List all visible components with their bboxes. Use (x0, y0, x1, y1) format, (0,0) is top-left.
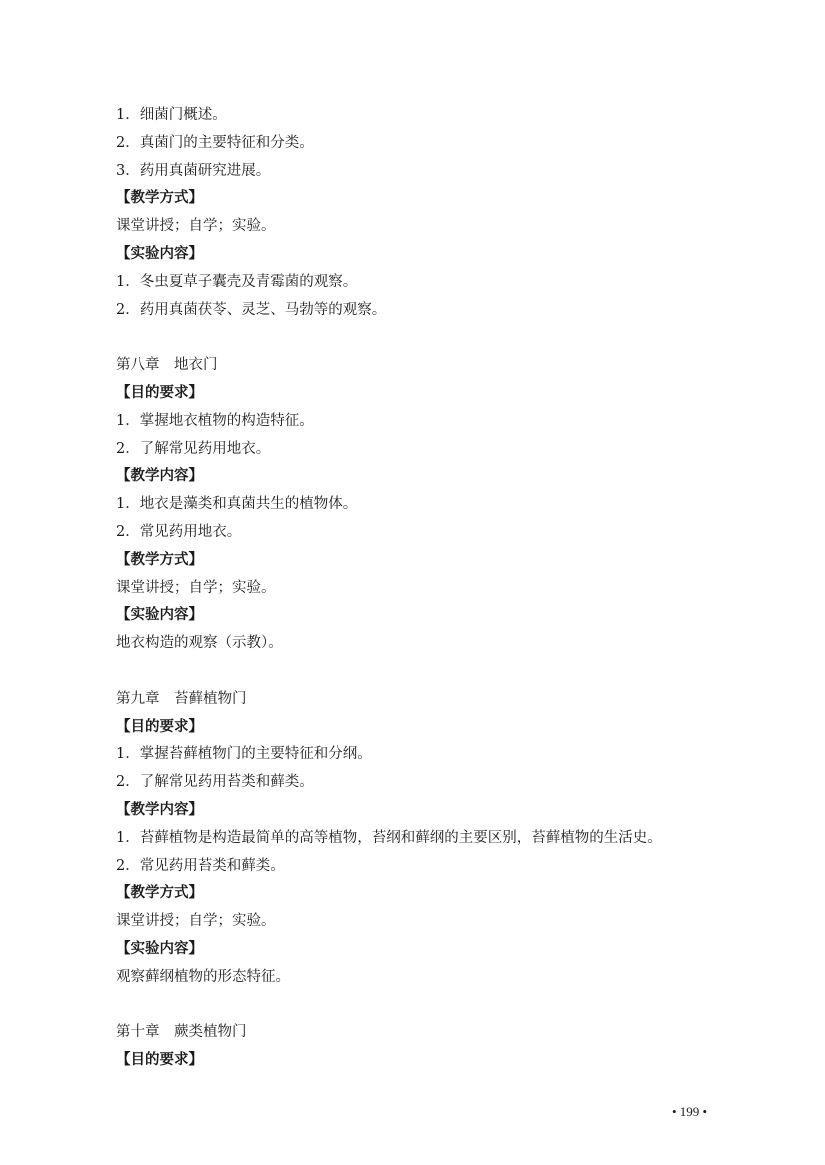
body-line: 1．细菌门概述。 (116, 107, 227, 123)
section-heading: 【教学方式】 (116, 885, 203, 902)
section-heading: 【目的要求】 (116, 1052, 203, 1069)
section-spacer (116, 324, 756, 352)
body-line: 1．冬虫夏草子囊壳及青霉菌的观察。 (116, 273, 358, 290)
body-line: 课堂讲授；自学；实验。 (116, 913, 276, 930)
section-heading: 【实验内容】 (116, 245, 203, 262)
body-line: 2．常见药用地衣。 (116, 523, 242, 540)
section-heading: 【教学内容】 (116, 801, 203, 818)
body-line: 3．药用真菌研究进展。 (116, 162, 271, 179)
section-heading: 【目的要求】 (116, 384, 203, 401)
body-line: 2．了解常见药用苔类和藓类。 (116, 774, 314, 791)
body-line: 1．地衣是藻类和真菌共生的植物体。 (116, 496, 358, 513)
body-line: 2．药用真菌茯苓、灵芝、马勃等的观察。 (116, 301, 387, 318)
body-line: 1．苔藓植物是构造最简单的高等植物，苔纲和藓纲的主要区别，苔藓植物的生活史。 (116, 829, 662, 846)
body-line: 观察藓纲植物的形态特征。 (116, 968, 290, 985)
section-heading: 【目的要求】 (116, 718, 203, 735)
body-line: 课堂讲授；自学；实验。 (116, 218, 276, 235)
section-heading: 【实验内容】 (116, 607, 203, 624)
section-heading: 【教学方式】 (116, 551, 203, 568)
chapter-title: 第九章 苔藓植物门 (116, 690, 247, 707)
body-line: 2．真菌门的主要特征和分类。 (116, 134, 314, 151)
body-line: 2．常见药用苔类和藓类。 (116, 857, 285, 874)
page-number: • 199 • (672, 1104, 708, 1119)
body-line: 课堂讲授；自学；实验。 (116, 579, 276, 596)
body-line: 1．掌握苔藓植物门的主要特征和分纲。 (116, 746, 372, 763)
section-heading: 【教学方式】 (116, 190, 203, 207)
body-line: 1．掌握地衣植物的构造特征。 (116, 412, 314, 429)
chapter-title: 第十章 蕨类植物门 (116, 1024, 247, 1041)
section-heading: 【教学内容】 (116, 468, 203, 485)
body-line: 地衣构造的观察（示教）。 (116, 635, 283, 652)
document-body (116, 102, 756, 1075)
section-spacer (116, 658, 756, 686)
section-heading: 【实验内容】 (116, 940, 203, 957)
body-line: 2．了解常见药用地衣。 (116, 440, 271, 457)
chapter-title: 第八章 地衣门 (116, 357, 218, 374)
section-spacer (116, 992, 756, 1020)
